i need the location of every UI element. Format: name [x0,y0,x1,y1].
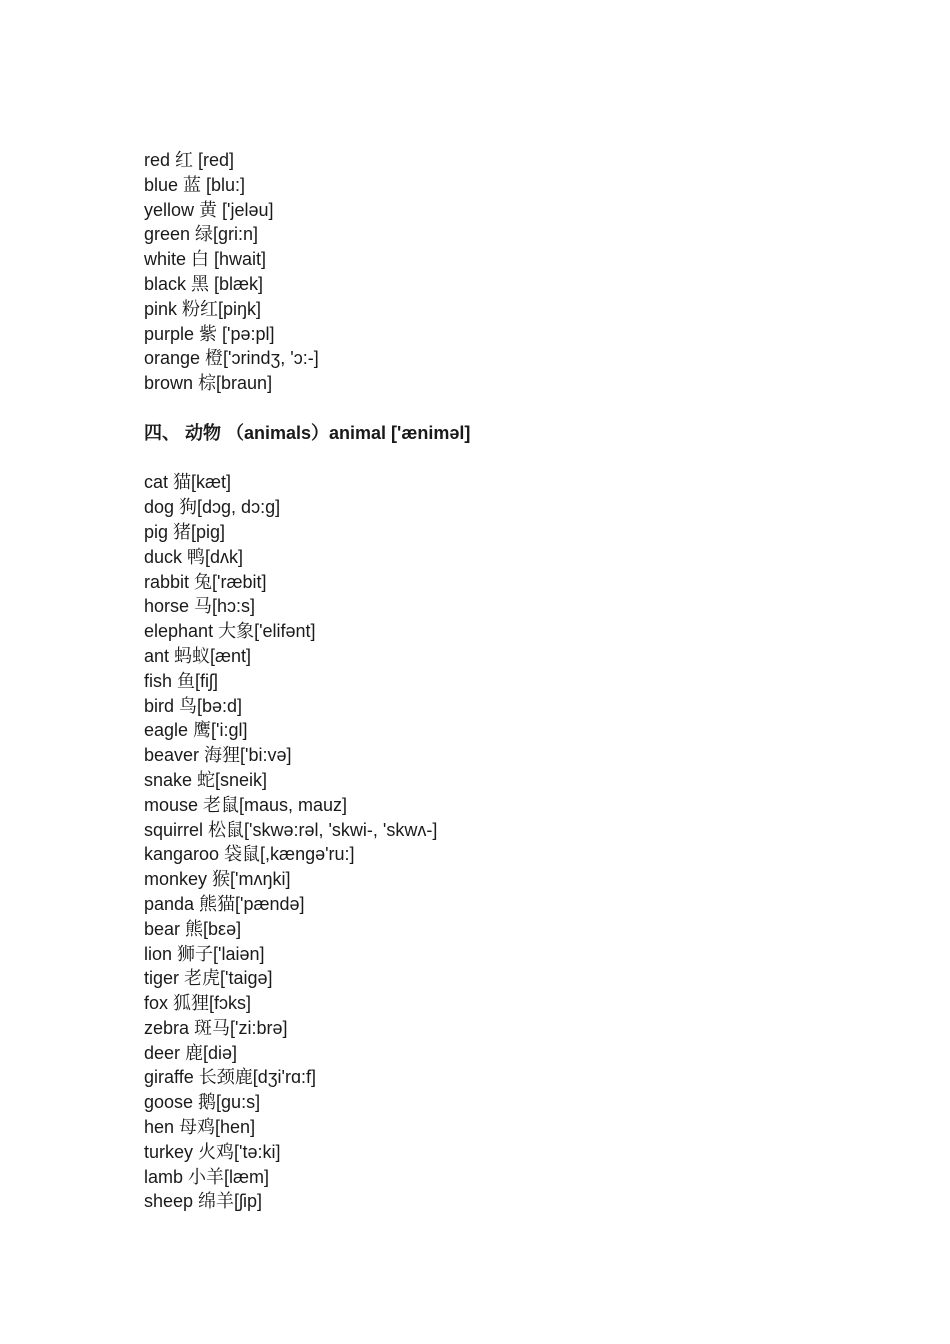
list-item: deer 鹿[diə] [144,1042,238,1063]
list-item: fish 鱼[fiʃ] [144,670,219,691]
list-item: goose 鹅[ɡu:s] [144,1092,261,1113]
list-item: duck 鸭[dʌk] [144,546,244,567]
list-item: turkey 火鸡['tə:ki] [144,1141,281,1162]
list-item: monkey 猴['mʌŋki] [144,869,291,890]
list-item: kangaroo 袋鼠[,kænɡə'ru:] [144,844,355,865]
list-item: giraffe 长颈鹿[dʒi'rɑ:f] [144,1067,316,1088]
list-item: cat 猫[kæt] [144,472,232,493]
list-item: red 红 [red] [144,150,235,170]
list-item: black 黑 [blæk] [144,273,264,294]
list-item: mouse 老鼠[maus, mauz] [144,794,348,815]
list-item: sheep 绵羊[ʃip] [144,1191,263,1212]
animals-list [144,470,904,1214]
list-item: eagle 鹰['i:ɡl] [144,720,248,741]
list-item: brown 棕[braun] [144,373,273,394]
list-item: ant 蚂蚁[ænt] [144,645,252,666]
list-item: tiger 老虎['taiɡə] [144,968,273,989]
list-item: bird 鸟[bə:d] [144,695,243,716]
list-item: lamb 小羊[læm] [144,1166,270,1187]
list-item: dog 狗[dɔɡ, dɔ:ɡ] [144,497,281,518]
list-item: bear 熊[bεə] [144,918,242,939]
list-item: fox 狐狸[fɔks] [144,993,252,1014]
list-item: white 白 [hwait] [144,249,267,270]
list-item: elephant 大象['elifənt] [144,621,316,642]
list-item: blue 蓝 [blu:] [144,174,246,195]
document-page [144,148,904,1214]
list-item: purple 紫 ['pə:pl] [144,323,275,344]
section-heading: 四、 动物 （animals）animal ['æniməl] [144,422,471,443]
list-item: zebra 斑马['zi:brə] [144,1017,288,1038]
list-item: squirrel 松鼠['skwə:rəl, 'skwi-, 'skwʌ-] [144,819,438,840]
list-item: orange 橙['ɔrindʒ, 'ɔ:-] [144,348,319,369]
list-item: panda 熊猫['pændə] [144,893,305,914]
list-item: rabbit 兔['ræbit] [144,571,267,592]
list-item: pig 猪[piɡ] [144,521,226,542]
list-item: lion 狮子['laiən] [144,943,265,964]
list-item: hen 母鸡[hen] [144,1117,256,1138]
list-item: green 绿[ɡri:n] [144,224,259,245]
list-item: horse 马[hɔ:s] [144,596,256,617]
list-item: pink 粉红[piŋk] [144,298,262,319]
list-item: snake 蛇[sneik] [144,769,268,790]
list-item: beaver 海狸['bi:və] [144,745,292,766]
list-item: yellow 黄 ['jeləu] [144,199,274,220]
colors-list [144,148,904,396]
